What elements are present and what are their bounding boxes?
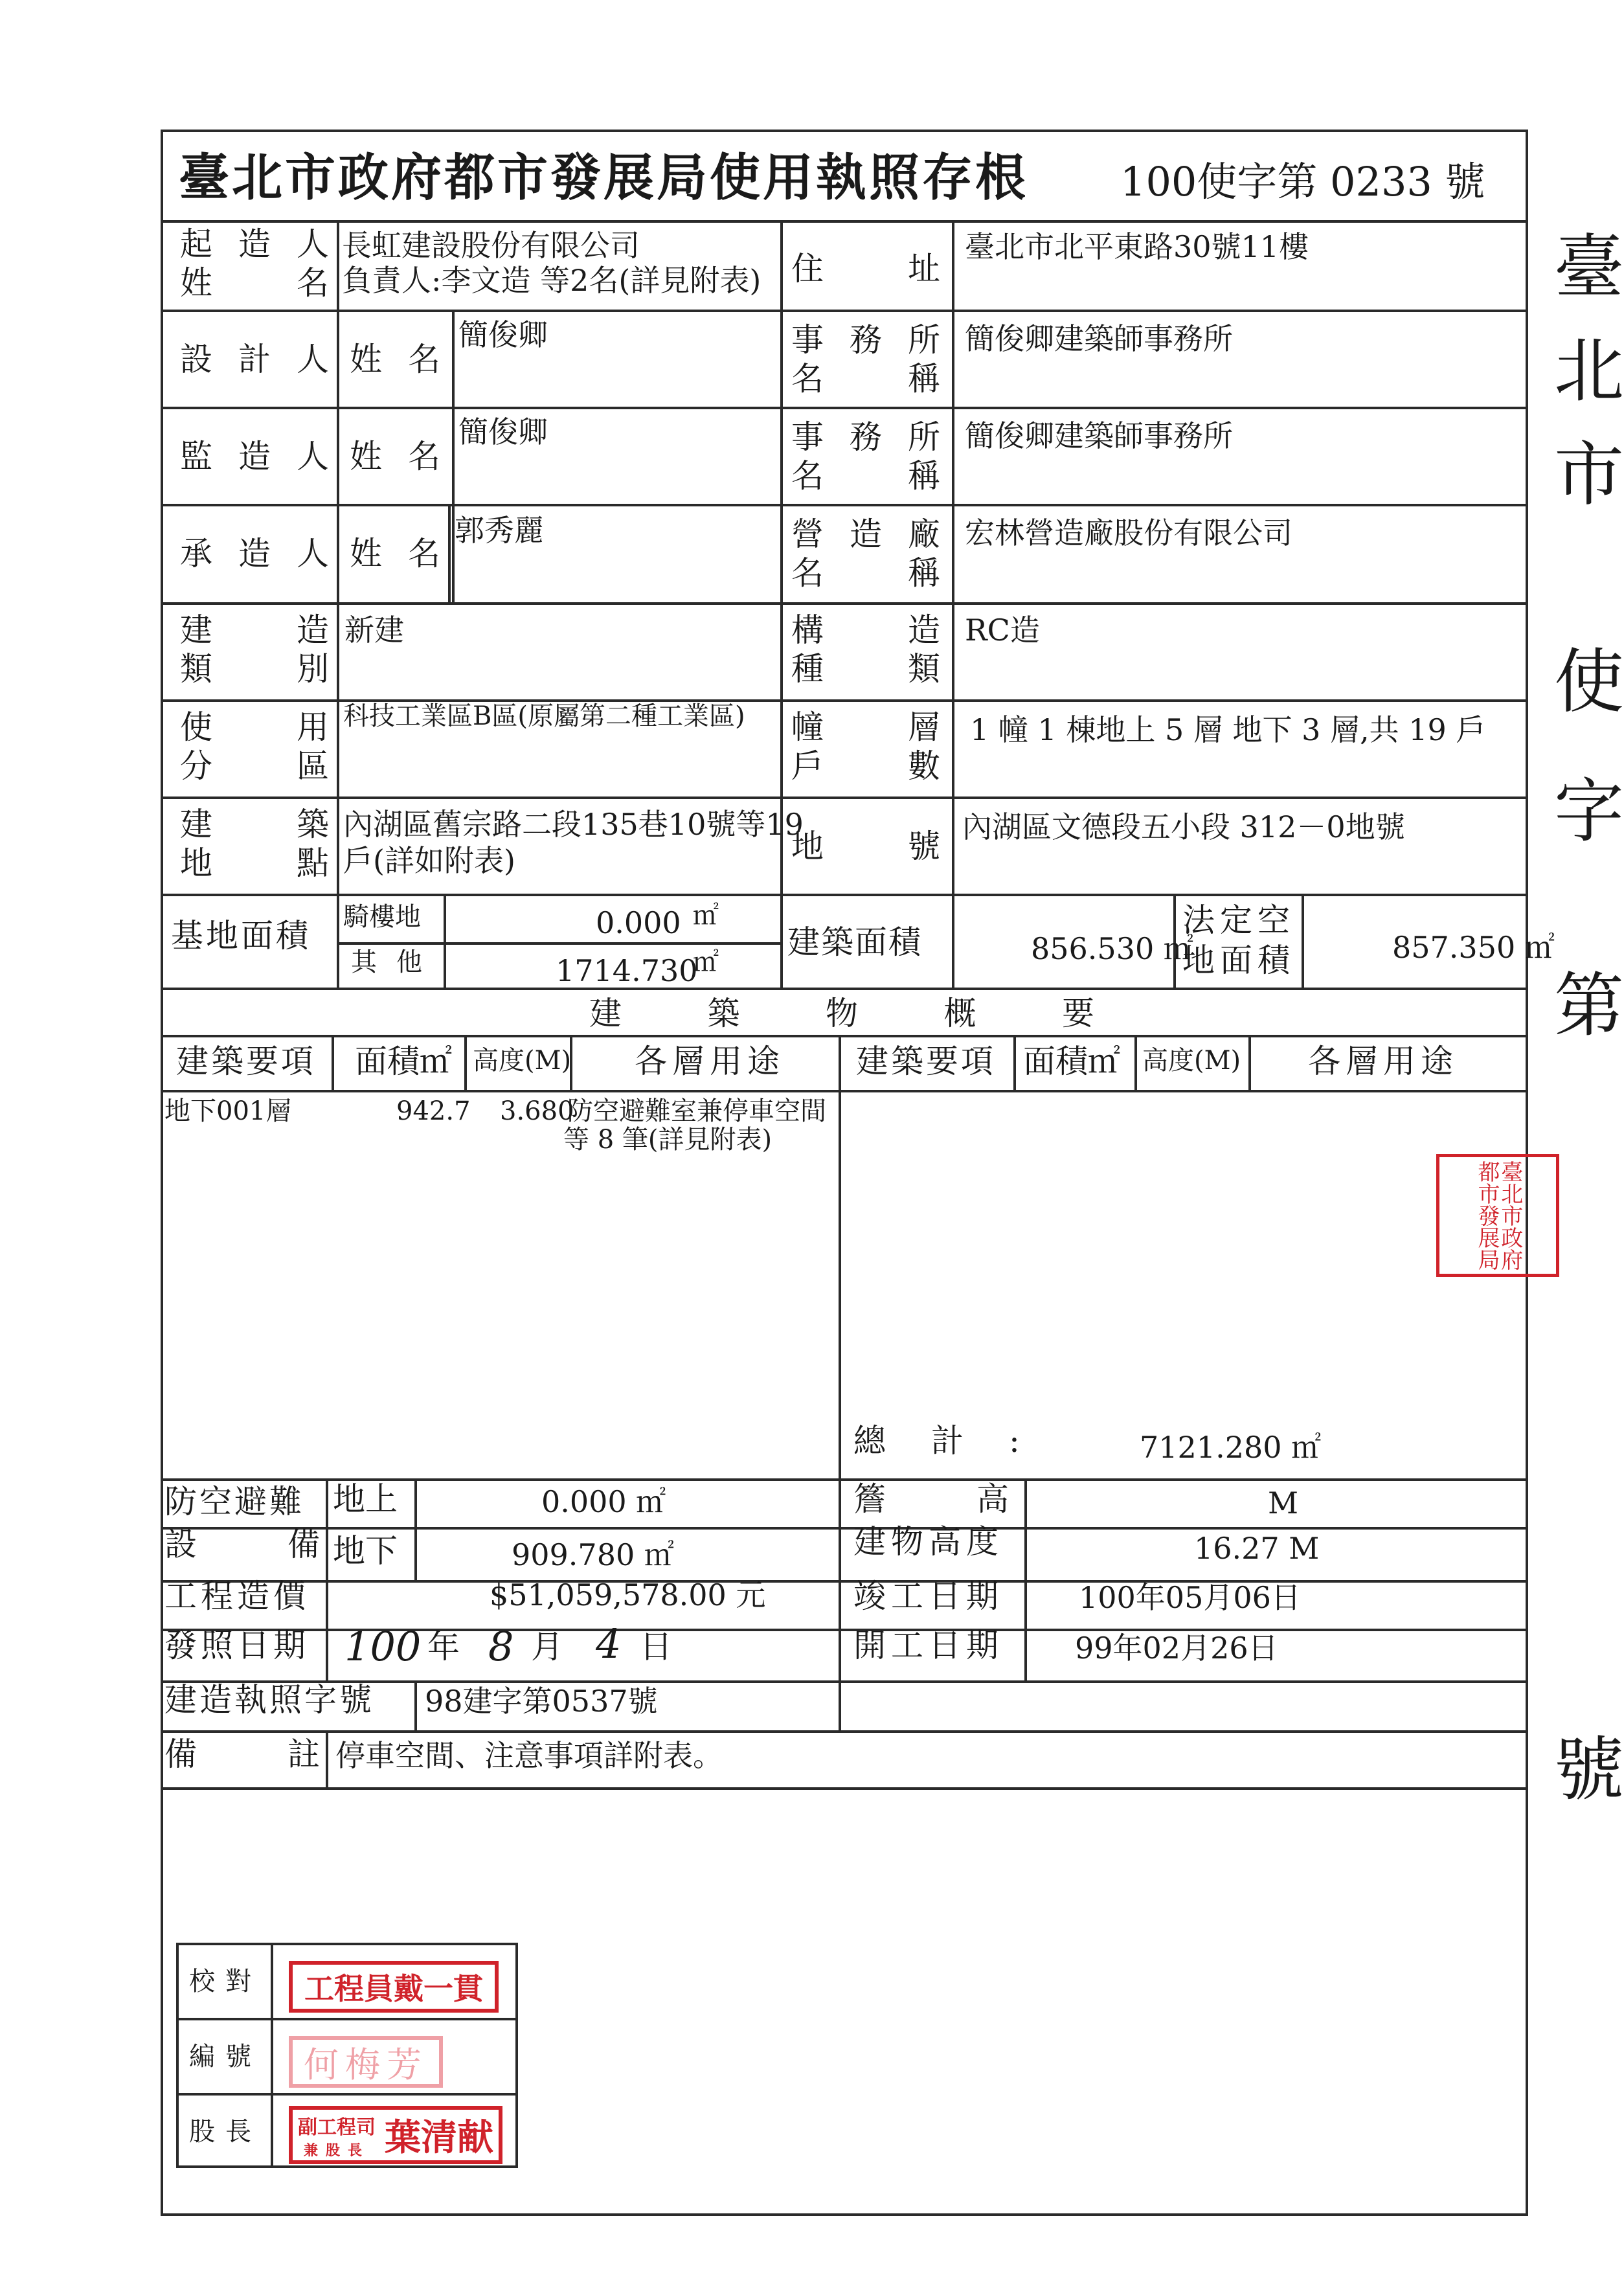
build-type-label-2: 類 別 bbox=[180, 650, 329, 688]
builder-rep: 負責人:李文造 等2名(詳見附表) bbox=[342, 263, 761, 298]
issue-year-unit: 年 bbox=[427, 1628, 460, 1666]
issue-year: 100 bbox=[344, 1623, 422, 1670]
supervisor-office: 簡俊卿建築師事務所 bbox=[965, 418, 1233, 453]
signoff-rule-1 bbox=[176, 2018, 518, 2020]
build-type: 新建 bbox=[344, 613, 404, 648]
total-label: 總計: bbox=[853, 1422, 1065, 1460]
supervisor-name-label: 姓 名 bbox=[350, 438, 440, 475]
supervisor-office-label-2: 名 稱 bbox=[791, 457, 940, 495]
start-value: 99年02月26日 bbox=[1075, 1631, 1278, 1666]
vline-open-space bbox=[1302, 894, 1304, 988]
col-height-2: 高度(M) bbox=[1142, 1046, 1241, 1076]
builder-label-1: 起 造 人 bbox=[180, 225, 329, 263]
remark-value: 停車空間、注意事項詳附表。 bbox=[335, 1738, 723, 1773]
location-line2: 戶(詳如附表) bbox=[343, 843, 515, 878]
builder-label-2: 姓 名 bbox=[180, 264, 329, 302]
check-label: 校對 bbox=[189, 1967, 262, 1996]
signoff-divider bbox=[271, 1943, 273, 2168]
vline-sum-6 bbox=[1134, 1035, 1137, 1090]
units-value: 1 幢 1 棟地上 5 層 地下 3 層,共 19 戶 bbox=[970, 712, 1486, 747]
struct-label-1: 構 造 bbox=[791, 611, 940, 649]
build-permit-value: 98建字第0537號 bbox=[425, 1684, 658, 1719]
other-value: 1714.730 bbox=[556, 953, 698, 988]
vline-sum-1 bbox=[332, 1035, 334, 1090]
col-area-1: 面積㎡ bbox=[355, 1043, 452, 1080]
signoff-rule-2 bbox=[176, 2093, 518, 2096]
zoning-label-1: 使 用 bbox=[180, 708, 329, 746]
struct-type: RC造 bbox=[965, 613, 1040, 648]
supervisor-label: 監 造 人 bbox=[180, 438, 329, 475]
issue-month: 8 bbox=[488, 1623, 514, 1670]
side-char-1: 臺 bbox=[1554, 227, 1624, 308]
total-value: 7121.280 ㎡ bbox=[1140, 1430, 1322, 1465]
zoning-label-2: 分 區 bbox=[180, 747, 329, 785]
chief-stamp-title: 副工程司 bbox=[298, 2116, 376, 2139]
rule-location bbox=[161, 894, 1528, 896]
rule-build-permit bbox=[161, 1730, 1528, 1733]
lot-label: 地 號 bbox=[791, 828, 940, 865]
arcade-label: 騎樓地 bbox=[343, 902, 421, 932]
build-type-label-1: 建 造 bbox=[180, 611, 329, 649]
vline-contractor-name bbox=[448, 504, 451, 602]
number-stamp: 何梅芳 bbox=[289, 2036, 443, 2088]
col-item-1: 建築要項 bbox=[176, 1043, 316, 1080]
side-char-4: 使 bbox=[1554, 642, 1624, 723]
col-item-2: 建築要項 bbox=[856, 1043, 996, 1080]
rule-site-mid bbox=[337, 942, 444, 945]
vline-designer-name bbox=[452, 310, 455, 407]
side-char-7: 號 bbox=[1554, 1730, 1624, 1811]
address-label: 住 址 bbox=[791, 250, 940, 288]
rule-designer bbox=[161, 407, 1528, 409]
side-char-3: 市 bbox=[1554, 435, 1624, 515]
eaves-value: M bbox=[1268, 1486, 1299, 1520]
vline-label bbox=[337, 220, 339, 988]
col-use-2: 各層用途 bbox=[1308, 1043, 1458, 1080]
issue-month-unit: 月 bbox=[531, 1628, 563, 1666]
cost-label: 工程造價 bbox=[164, 1577, 310, 1615]
issue-day: 4 bbox=[596, 1620, 622, 1667]
contractor-name: 郭秀麗 bbox=[455, 513, 544, 548]
arcade-value: 0.000 bbox=[596, 905, 681, 940]
open-space-value: 857.350 ㎡ bbox=[1392, 930, 1555, 965]
shelter-below-value: 909.780 ㎡ bbox=[512, 1537, 674, 1572]
col-height-1: 高度(M) bbox=[473, 1046, 572, 1076]
rule-builder bbox=[161, 310, 1528, 312]
vline-mid bbox=[780, 220, 783, 988]
designer-office-label-2: 名 稱 bbox=[791, 360, 940, 398]
lot-value: 內湖區文德段五小段 312－0地號 bbox=[962, 809, 1405, 844]
start-label: 開工日期 bbox=[853, 1627, 1004, 1664]
shelter-below-label: 地下 bbox=[333, 1532, 398, 1570]
building-area-value: 856.530 ㎡ bbox=[1031, 931, 1193, 966]
arcade-unit: ㎡ bbox=[693, 901, 719, 931]
summary-title: 建 築 物 概 要 bbox=[589, 995, 1094, 1032]
rule-zoning bbox=[161, 797, 1528, 799]
remark-label: 備 註 bbox=[164, 1735, 320, 1773]
designer-label: 設 計 人 bbox=[180, 341, 329, 378]
vline-shelter-sub bbox=[414, 1478, 417, 1580]
other-label: 其 他 bbox=[351, 947, 422, 977]
rule-summary-head bbox=[161, 1090, 1528, 1092]
vline-sum-7 bbox=[1248, 1035, 1251, 1090]
rule-contractor bbox=[161, 602, 1528, 605]
issue-label: 發照日期 bbox=[164, 1627, 310, 1664]
number-label: 編號 bbox=[189, 2042, 262, 2072]
issue-day-unit: 日 bbox=[640, 1628, 672, 1666]
units-label-2: 戶 數 bbox=[791, 747, 940, 785]
contractor-firm: 宏林營造廠股份有限公司 bbox=[965, 515, 1292, 550]
col-use-1: 各層用途 bbox=[635, 1043, 785, 1080]
supervisor-office-label-1: 事 務 所 bbox=[791, 418, 940, 456]
side-char-5: 字 bbox=[1554, 771, 1624, 852]
height-value: 16.27 M bbox=[1194, 1531, 1320, 1566]
vline-sum-5 bbox=[1013, 1035, 1016, 1090]
shelter-label-2: 設 備 bbox=[164, 1526, 320, 1563]
location-label-1: 建 築 bbox=[180, 806, 329, 843]
location-line1: 內湖區舊宗路二段135巷10號等19 bbox=[343, 807, 804, 842]
location-label-2: 地 點 bbox=[180, 844, 329, 882]
contractor-name-label: 姓 名 bbox=[350, 535, 440, 572]
shelter-above-value: 0.000 ㎡ bbox=[541, 1484, 666, 1519]
chief-label: 股長 bbox=[189, 2117, 262, 2147]
row-use: 防空避難室兼停車空間 bbox=[567, 1096, 826, 1126]
seal-text: 臺北市政府都市發展局 bbox=[1474, 1160, 1523, 1271]
supervisor-name: 簡俊卿 bbox=[458, 414, 548, 449]
struct-label-2: 種 類 bbox=[791, 650, 940, 688]
rule-shelter-mid bbox=[161, 1527, 1528, 1530]
chief-stamp-name: 葉清献 bbox=[385, 2116, 493, 2159]
zoning-value: 科技工業區B區(原屬第二種工業區) bbox=[343, 701, 745, 731]
designer-name: 簡俊卿 bbox=[458, 317, 548, 352]
build-permit-label: 建造執照字號 bbox=[164, 1681, 374, 1719]
vline-right-lower bbox=[1024, 1478, 1027, 1680]
rule-site-mid2 bbox=[444, 942, 780, 945]
rule-remark bbox=[161, 1787, 1528, 1790]
completion-label: 竣工日期 bbox=[853, 1577, 1004, 1615]
permit-number: 100使字第 0233 號 bbox=[1120, 158, 1485, 205]
rule-title bbox=[161, 220, 1528, 223]
row-area: 942.7 bbox=[396, 1096, 471, 1126]
site-area-label: 基地面積 bbox=[171, 917, 311, 955]
chief-stamp-sub: 兼股長 bbox=[303, 2141, 370, 2159]
units-label-1: 幢 層 bbox=[791, 708, 940, 746]
vline-site-sub bbox=[444, 894, 446, 988]
row-floor: 地下001層 bbox=[164, 1096, 292, 1126]
row-use-2: 等 8 筆(詳見附表) bbox=[563, 1125, 773, 1155]
completion-value: 100年05月06日 bbox=[1079, 1580, 1301, 1615]
page-title: 臺北市政府都市發展局使用執照存根 bbox=[179, 148, 1029, 207]
official-seal bbox=[1436, 1154, 1559, 1277]
col-area-2: 面積㎡ bbox=[1023, 1043, 1120, 1080]
contractor-label: 承 造 人 bbox=[180, 535, 329, 572]
vline-permit-label bbox=[414, 1680, 417, 1730]
designer-name-label: 姓 名 bbox=[350, 341, 440, 378]
eaves-label: 簷 高 bbox=[853, 1480, 1009, 1518]
open-space-label-2: 地面積 bbox=[1182, 942, 1295, 979]
contractor-firm-label-1: 營 造 廠 bbox=[791, 515, 940, 553]
shelter-label-1: 防空避難 bbox=[164, 1483, 304, 1520]
vline-right-label bbox=[952, 220, 954, 988]
vline-sum-mid bbox=[839, 1035, 841, 1732]
chief-stamp-titles bbox=[298, 2111, 376, 2160]
designer-office-label-1: 事 務 所 bbox=[791, 321, 940, 359]
building-area-label: 建築面積 bbox=[787, 923, 922, 961]
height-label: 建物高度 bbox=[853, 1523, 1004, 1561]
rule-supervisor bbox=[161, 504, 1528, 506]
shelter-above-label: 地上 bbox=[333, 1480, 398, 1518]
rule-site bbox=[161, 988, 1528, 990]
contractor-firm-label-2: 名 稱 bbox=[791, 554, 940, 592]
vline-remark-label bbox=[326, 1730, 328, 1787]
check-stamp: 工程員戴一貫 bbox=[289, 1961, 499, 2013]
chief-stamp bbox=[289, 2106, 502, 2164]
builder-company: 長虹建設股份有限公司 bbox=[342, 228, 640, 263]
cost-value: $51,059,578.00 元 bbox=[490, 1577, 766, 1612]
open-space-label-1: 法定空 bbox=[1182, 901, 1295, 939]
designer-office: 簡俊卿建築師事務所 bbox=[965, 321, 1233, 356]
rule-summary-title bbox=[161, 1035, 1528, 1037]
row-height: 3.680 bbox=[500, 1096, 574, 1126]
side-char-6: 第 bbox=[1554, 966, 1624, 1046]
vline-sum-2 bbox=[464, 1035, 467, 1090]
other-unit: ㎡ bbox=[693, 947, 719, 977]
side-char-2: 北 bbox=[1554, 331, 1624, 412]
rule-shelter bbox=[161, 1580, 1528, 1583]
builder-address: 臺北市北平東路30號11樓 bbox=[965, 229, 1309, 264]
vline-shelter-label bbox=[326, 1478, 328, 1680]
